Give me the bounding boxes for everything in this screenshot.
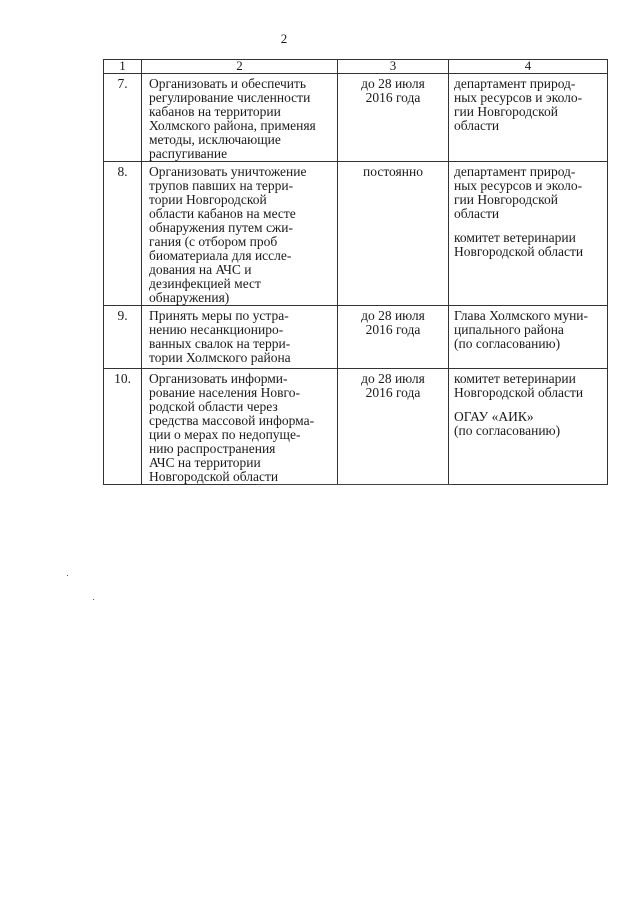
responsible-line: гии Новгородской: [454, 192, 559, 207]
responsible-line: (по согласованию): [454, 423, 561, 438]
row-number: 7.: [104, 74, 142, 162]
term-cell: [338, 74, 449, 162]
task-line: регулирование численности: [149, 90, 311, 105]
task-cell: [142, 369, 338, 485]
task-line: обнаружения): [149, 290, 230, 305]
task-line: гания (с отбором проб: [149, 234, 278, 249]
task-line: Принять меры по устра-: [149, 308, 289, 323]
term-cell: [338, 369, 449, 485]
responsible-line: комитет ветеринарии: [454, 371, 576, 386]
column-header-number: 1: [104, 60, 142, 74]
task-line: кабанов на территории: [149, 104, 281, 119]
responsible-line: области: [454, 118, 500, 133]
responsible-line: области: [454, 206, 500, 221]
table-header-row: [104, 60, 608, 74]
responsible-entity: [454, 77, 603, 133]
column-header-term: 3: [338, 60, 449, 74]
term-line: постоянно: [363, 164, 423, 179]
table-body: [104, 74, 608, 485]
row-number: 10.: [104, 369, 142, 485]
task-line: дования на АЧС и: [149, 262, 252, 277]
task-line: Организовать и обеспечить: [149, 76, 307, 91]
task-line: нению несанкциониро-: [149, 322, 284, 337]
responsible-entity: [454, 410, 603, 438]
responsible-cell: [449, 74, 608, 162]
task-line: рование населения Новго-: [149, 385, 300, 400]
responsible-entity: [454, 309, 603, 351]
task-line: родской области через: [149, 399, 278, 414]
column-header-responsible: 4: [449, 60, 608, 74]
responsible-entity: [454, 165, 603, 221]
term-line: 2016 года: [365, 322, 421, 337]
task-line: дезинфекцией мест: [149, 276, 261, 291]
task-line: методы, исключающие: [149, 132, 281, 147]
row-number: 9.: [104, 306, 142, 369]
responsible-line: ных ресурсов и эколо-: [454, 178, 583, 193]
responsible-entity: [454, 372, 603, 400]
responsible-line: ОГАУ «АИК»: [454, 409, 534, 424]
task-line: тории Холмского района: [149, 350, 291, 365]
term-line: до 28 июля: [361, 371, 425, 386]
task-line: Новгородской области: [149, 469, 279, 484]
term-cell: [338, 306, 449, 369]
responsible-line: ных ресурсов и эколо-: [454, 90, 583, 105]
task-line: ции о мерах по недопуще-: [149, 427, 301, 442]
term-line: до 28 июля: [361, 76, 425, 91]
task-line: АЧС на территории: [149, 455, 261, 470]
responsible-cell: [449, 369, 608, 485]
task-line: нию распространения: [149, 441, 276, 456]
term-line: 2016 года: [365, 90, 421, 105]
task-line: обнаружения путем сжи-: [149, 220, 293, 235]
table-row: [104, 306, 608, 369]
responsible-cell: [449, 306, 608, 369]
term-cell: [338, 162, 449, 306]
page-number: 2: [280, 31, 288, 46]
responsible-line: ципального района: [454, 322, 564, 337]
scan-speck: [67, 575, 68, 576]
row-number: 8.: [104, 162, 142, 306]
responsible-line: (по согласованию): [454, 336, 561, 351]
task-line: Организовать информи-: [149, 371, 288, 386]
responsible-line: комитет ветеринарии: [454, 230, 576, 245]
column-header-task: 2: [142, 60, 338, 74]
task-line: средства массовой информа-: [149, 413, 315, 428]
responsible-cell: [449, 162, 608, 306]
task-line: распугивание: [149, 146, 228, 161]
task-line: ванных свалок на терри-: [149, 336, 291, 351]
task-line: трупов павших на терри-: [149, 178, 294, 193]
task-cell: [142, 74, 338, 162]
closing-rule: [256, 484, 452, 485]
responsible-line: Новгородской области: [454, 385, 584, 400]
table-row: [104, 162, 608, 306]
table-row: [104, 74, 608, 162]
task-line: области кабанов на месте: [149, 206, 296, 221]
term-line: 2016 года: [365, 385, 421, 400]
task-cell: [142, 162, 338, 306]
table-row: [104, 369, 608, 485]
action-plan-table: [103, 59, 608, 485]
term-line: до 28 июля: [361, 308, 425, 323]
responsible-entity: [454, 231, 603, 259]
responsible-line: Новгородской области: [454, 244, 584, 259]
task-line: биоматериала для иссле-: [149, 248, 292, 263]
task-line: тории Новгородской: [149, 192, 267, 207]
scan-speck: [93, 599, 94, 600]
responsible-line: Глава Холмского муни-: [454, 308, 589, 323]
responsible-line: гии Новгородской: [454, 104, 559, 119]
task-line: Холмского района, применяя: [149, 118, 316, 133]
responsible-line: департамент природ-: [454, 164, 576, 179]
task-line: Организовать уничтожение: [149, 164, 307, 179]
task-cell: [142, 306, 338, 369]
responsible-line: департамент природ-: [454, 76, 576, 91]
